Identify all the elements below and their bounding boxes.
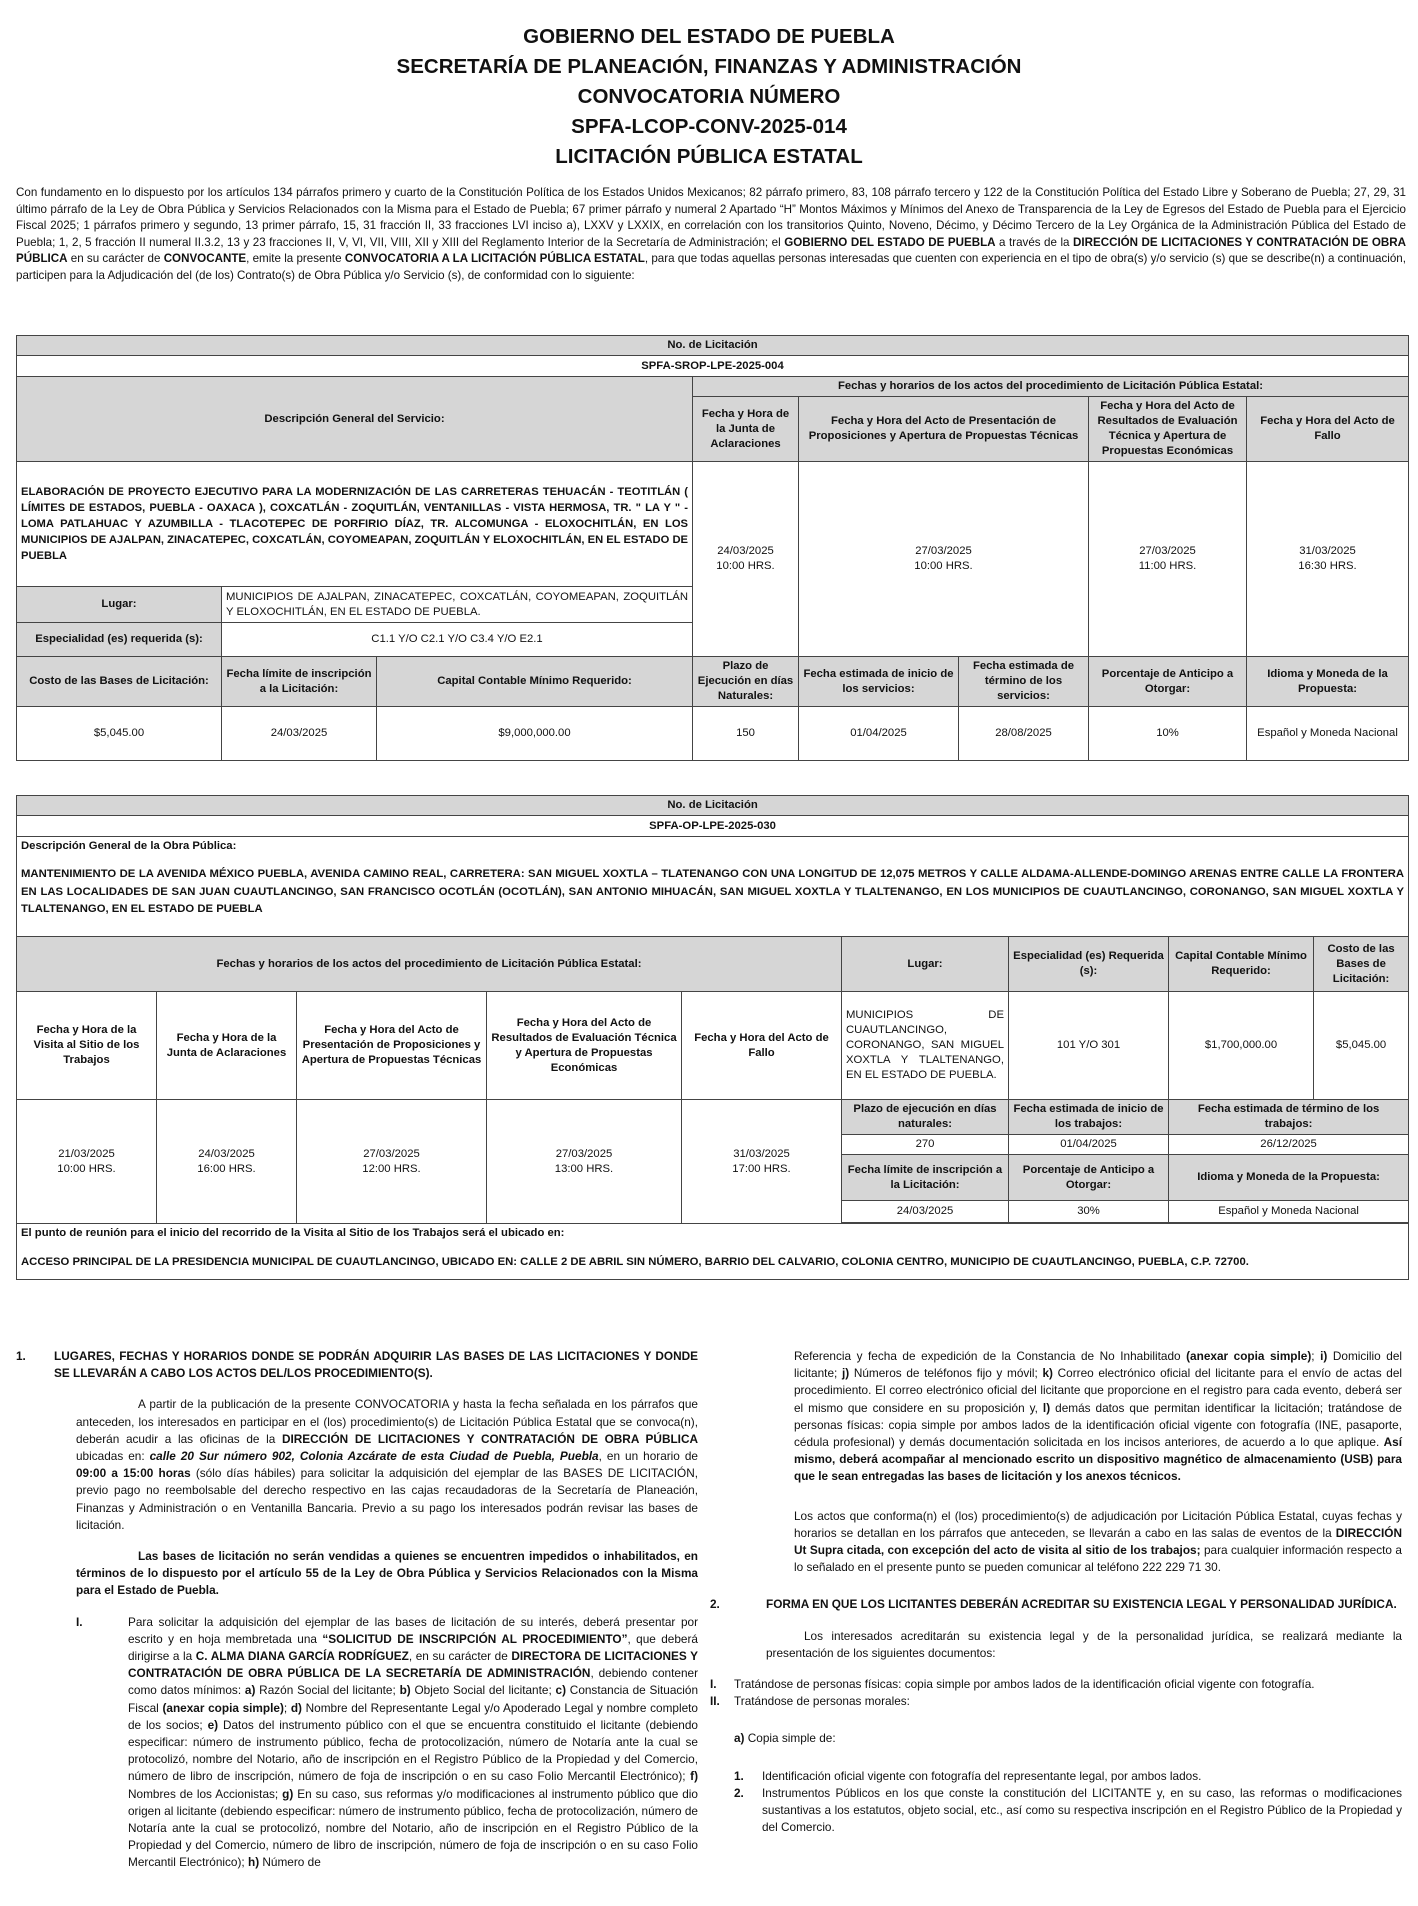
section-2-paragraph: Los interesados acreditarán su existencia legal y de la personalidad jurídica, se realizará mediante la presentación de los siguientes documentos:	[766, 1628, 1402, 1660]
right-paragraph-2: Los actos que conforma(n) el (los) procedimiento(s) de adjudicación por Licitación Pública Estatal, cuyas fechas y horarios se detallan en los párrafos que anteceden, se llevarán a cabo en las salas de eventos de la DIRECCIÓN Ut Supra citada, con excepción del acto de visita al sitio de los trabajos; para cualquier información respecto a lo señalado en el presente punto se pueden comunicar al teléfono 222 229 71 30.	[794, 1508, 1402, 1575]
h-anticipo: Porcentaje de Anticipo a Otorgar:	[1089, 657, 1247, 707]
h-plazo: Plazo de Ejecución en días Naturales:	[693, 657, 799, 707]
h-costo: Costo de las Bases de Licitación:	[17, 657, 222, 707]
h-junta: Fecha y Hora de la Junta de Aclaraciones	[693, 397, 799, 462]
fecha-junta: 24/03/2025 10:00 HRS.	[693, 462, 799, 657]
h-capital-2: Capital Contable Mínimo Requerido:	[1169, 937, 1314, 992]
h-idioma-2: Idioma y Moneda de la Propuesta:	[1169, 1155, 1409, 1201]
no-licitacion-value: SPFA-SROP-LPE-2025-004	[17, 356, 1409, 377]
h-presentacion-2: Fecha y Hora del Acto de Presentación de Proposiciones y Apertura de Propuestas Técnicas	[297, 992, 487, 1100]
h-especialidad-2: Especialidad (es) Requerida (s):	[1009, 937, 1169, 992]
header-line-3: CONVOCATORIA NÚMERO	[577, 85, 841, 108]
header-line-4: SPFA-LCOP-CONV-2025-014	[571, 115, 847, 138]
h-inicio-2: Fecha estimada de inicio de los trabajos:	[1009, 1100, 1169, 1135]
fecha-fallo: 31/03/2025 16:30 HRS.	[1247, 462, 1409, 657]
idioma-value: Español y Moneda Nacional	[1247, 707, 1409, 761]
termino-value-2: 26/12/2025	[1169, 1135, 1409, 1155]
lugar-value: MUNICIPIOS DE AJALPAN, ZINACATEPEC, COXCATLÁN, COYOMEAPAN, ZOQUITLÁN Y ELOXOCHITLÁN, EN EL ESTADO DE PUEBLA.	[222, 587, 693, 623]
h-junta-2: Fecha y Hora de la Junta de Aclaraciones	[157, 992, 297, 1100]
plazo-value-2: 270	[842, 1135, 1009, 1155]
fechas-label-2: Fechas y horarios de los actos del procedimiento de Licitación Pública Estatal:	[17, 937, 842, 992]
capital-value-2: $1,700,000.00	[1169, 992, 1314, 1100]
section-1-paragraph-2: Las bases de licitación no serán vendidas a quienes se encuentren impedidos o inhabilitados, en términos de lo dispuesto por el artículo 55 de la Ley de Obra Pública y Servicios Relacionados con la Misma para el Estado de Puebla.	[76, 1549, 698, 1598]
fecha-resultados: 27/03/2025 11:00 HRS.	[1089, 462, 1247, 657]
especialidad-label: Especialidad (es) requerida (s):	[17, 623, 222, 657]
fecha-resultados-2: 27/03/2025 13:00 HRS.	[487, 1100, 682, 1224]
fechas-label: Fechas y horarios de los actos del procedimiento de Licitación Pública Estatal:	[693, 377, 1409, 397]
fecha-presentacion: 27/03/2025 10:00 HRS.	[799, 462, 1089, 657]
document-header	[0, 0, 1418, 172]
section-1-title: 1. LUGARES, FECHAS Y HORARIOS DONDE SE PODRÁN ADQUIRIR LAS BASES DE LAS LICITACIONES Y DONDE SE LLEVARÁN A CABO LOS ACTOS DEL/LOS PROCEDIMIENTO(S).	[16, 1349, 698, 1381]
h-visita-2: Fecha y Hora de la Visita al Sitio de los Trabajos	[17, 992, 157, 1100]
anticipo-value: 10%	[1089, 707, 1247, 761]
lugar-label: Lugar:	[17, 587, 222, 623]
capital-value: $9,000,000.00	[377, 707, 693, 761]
section-2-item-II: II. Tratándose de personas morales:	[710, 1694, 910, 1709]
h-costo-2: Costo de las Bases de Licitación:	[1314, 937, 1409, 992]
termino-value: 28/08/2025	[959, 707, 1089, 761]
section-1-item-I: I. Para solicitar la adquisición del ejemplar de las bases de licitación de su interés, deberá presentar por escrito y en hoja membretada una “SOLICITUD DE INSCRIPCIÓN AL PROCEDIMIENTO”, que deberá dirigirse a la C. ALMA DIANA GARCÍA RODRÍGUEZ, en su carácter de DIRECTORA DE LICITACIONES Y CONTRATACIÓN DE OBRA PÚBLICA DE LA SECRETARÍA DE ADMINISTRACIÓN, debiendo contener como datos mínimos: a) Razón Social del licitante; b) Objeto Social del licitante; c) Constancia de Situación Fiscal (anexar copia simple); d) Nombre del Representante Legal y/o Apoderado Legal y nombre completo de los socios; e) Datos del instrumento público con el que se encuentra constituido el licitante (debiendo especificar: número de instrumento público, fecha de protocolización, número de Notaría ante la cual se protocolizó, nombre del Notario, año de inscripción en el Registro Público de la Propiedad y del Comercio, número de libro de inscripción, número de foja de inscripción o en su caso Folio Mercantil Electrónico); f) Nombres de los Accionistas; g) En su caso, sus reformas y/o modificaciones al instrumento público que dio origen al licitante (debiendo especificar: número de instrumento público, fecha de protocolización, número de Notaría ante la cual se protocolizó, nombre del Notario, año de inscripción en el Registro Público de la Propiedad y del Comercio, número de libro de inscripción, número de foja de inscripción o en su caso Folio Mercantil Electrónico); h) Número de	[76, 1614, 699, 1870]
lugar-value-2: MUNICIPIOS DE CUAUTLANCINGO, CORONANGO, SAN MIGUEL XOXTLA Y TLALTENANGO, EN EL ESTADO DE PUEBLA.	[842, 992, 1009, 1100]
limite-value: 24/03/2025	[222, 707, 377, 761]
section-2-subitem-2: 2. Instrumentos Públicos en los que conste la constitución del LICITANTE y, en su caso, las reformas o modificaciones sustantivas a los estatutos, objeto social, etc., así como su respectiva inscripción en el Registro Público de la Propiedad y del Comercio.	[734, 1785, 1402, 1835]
h-fallo: Fecha y Hora del Acto de Fallo	[1247, 397, 1409, 462]
desc-obra: Descripción General de la Obra Pública: MANTENIMIENTO DE LA AVENIDA MÉXICO PUEBLA, AVENIDA CAMINO REAL, CARRETERA: SAN MIGUEL XOXTLA – TLATENANGO CON UNA LONGITUD DE 12,075 METROS Y CALLE ALDAMA-ALLENDE-DOMINGO ARENAS ENTRE CALLE LA FRONTERA EN LAS LOCALIDADES DE SAN JUAN CUAUTLANCINGO, SAN FRANCISCO OCOTLÁN (OCOTLÁN), SAN ANTONIO MIHUACÁN, SAN MIGUEL XOXTLA Y TLALTENANGO, EN LOS MUNICIPIOS DE CUAUTLANCINGO, CORONANGO, SAN MIGUEL XOXTLA Y TLALTENANGO, EN EL ESTADO DE PUEBLA	[17, 837, 1409, 937]
fecha-visita-2: 21/03/2025 10:00 HRS.	[17, 1100, 157, 1224]
section-2-item-a: a) Copia simple de:	[734, 1731, 836, 1746]
limite-value-2: 24/03/2025	[842, 1201, 1009, 1223]
fecha-fallo-2: 31/03/2025 17:00 HRS.	[682, 1100, 842, 1224]
h-capital: Capital Contable Mínimo Requerido:	[377, 657, 693, 707]
h-limite-2: Fecha límite de inscripción a la Licitación:	[842, 1155, 1009, 1201]
desc-label: Descripción General del Servicio:	[17, 377, 693, 462]
h-resultados: Fecha y Hora del Acto de Resultados de Evaluación Técnica y Apertura de Propuestas Económicas	[1089, 397, 1247, 462]
section-2-subitem-1: 1. Identificación oficial vigente con fotografía del representante legal, por ambos lados.	[734, 1768, 1202, 1783]
desc-servicio: ELABORACIÓN DE PROYECTO EJECUTIVO PARA LA MODERNIZACIÓN DE LAS CARRETERAS TEHUACÁN - TEOTITLÁN ( LÍMITES DE ESTADOS, PUEBLA - OAXACA ), COXCATLÁN - ZOQUITLÁN, VENTANILLAS - VISTA HERMOSA, TR. " LA Y " - LOMA PATLAHUAC Y AZUMBILLA - TLACOTEPEC DE PORFIRIO DÍAZ, TR. ALCOMUNGA - ELOXOCHITLÁN, EN LOS MUNICIPIOS DE AJALPAN, ZINACATEPEC, COXCATLÁN, COYOMEAPAN, ZOQUITLÁN Y ELOXOCHITLÁN, EN EL ESTADO DE PUEBLA	[17, 462, 693, 587]
right-column	[710, 1348, 1402, 1836]
h-presentacion: Fecha y Hora del Acto de Presentación de Proposiciones y Apertura de Propuestas Técnicas	[799, 397, 1089, 462]
costo-value-2: $5,045.00	[1314, 992, 1409, 1100]
especialidad-value-2: 101 Y/O 301	[1009, 992, 1169, 1100]
h-anticipo-2: Porcentaje de Anticipo a Otorgar:	[1009, 1155, 1169, 1201]
h-limite: Fecha límite de inscripción a la Licitación:	[222, 657, 377, 707]
header-line-2: SECRETARÍA DE PLANEACIÓN, FINANZAS Y ADMINISTRACIÓN	[396, 55, 1022, 78]
intro-paragraph: Con fundamento en lo dispuesto por los artículos 134 párrafos primero y cuarto de la Constitución Política de los Estados Unidos Mexicanos; 82 párrafo primero, 83, 108 párrafo tercero y 122 de la Constitución Política del Estado Libre y Soberano de Puebla; 27, 29, 31 último párrafo de la Ley de Obra Pública y Servicios Relacionados con la Misma para el Estado de Puebla; 67 primer párrafo y numeral 2 Apartado “H” Montos Máximos y Mínimos del Anexo de Transparencia de la Ley de Egresos del Estado de Puebla para el Ejercicio Fiscal 2025; 1 párrafos primero y segundo, 13 primer párrafo, 15, 31 fracción II, 33 fracciones LVI inciso a), LXXV y LXXIX, en correlación con los transitorios Quinto, Noveno, Décimo, y Décimo Tercero de la Ley Orgánica de la Administración Pública del Estado de Puebla; 1, 2, 5 fracción II numeral II.3.2, 13 y 23 fracciones II, V, VI, VII, VIII, XII y XIII del Reglamento Interior de la Secretaría de Administración; el GOBIERNO DEL ESTADO DE PUEBLA a través de la DIRECCIÓN DE LICITACIONES Y CONTRATACIÓN DE OBRA PÚBLICA en su carácter de CONVOCANTE, emite la presente CONVOCATORIA A LA LICITACIÓN PÚBLICA ESTATAL, para que todas aquellas personas interesadas que cuenten con experiencia en el tipo de obra(s) y/o servicio (s) que se describe(n) a continuación, participen para la Adjudicación del (de los) Contrato(s) de Obra Pública y/o Servicio (s), de conformidad con lo siguiente:	[16, 186, 1406, 282]
header-line-1: GOBIERNO DEL ESTADO DE PUEBLA	[523, 25, 895, 48]
inicio-value-2: 01/04/2025	[1009, 1135, 1169, 1155]
especialidad-value: C1.1 Y/O C2.1 Y/O C3.4 Y/O E2.1	[222, 623, 693, 657]
inicio-value: 01/04/2025	[799, 707, 959, 761]
section-2-title: 2. FORMA EN QUE LOS LICITANTES DEBERÁN ACREDITAR SU EXISTENCIA LEGAL Y PERSONALIDAD JURÍDICA.	[710, 1597, 1397, 1612]
no-licitacion-label: No. de Licitación	[17, 336, 1409, 356]
right-paragraph-1: Referencia y fecha de expedición de la Constancia de No Inhabilitado (anexar copia simple); i) Domicilio del licitante; j) Números de teléfonos fijo y móvil; k) Correo electrónico oficial del licitante para el envío de actas del procedimiento. El correo electrónico oficial del licitante que proporcione en el registro para cada evento, deberá ser el mismo que considere en su proposición y, l) demás datos que permitan identificar la licitación; tratándose de personas físicas: copia simple por ambos lados de la identificación oficial vigente con fotografía (INE, pasaporte, cédula profesional) y demás documentación solicitada en los incisos anteriores, de acuerdo a lo que aplique. Así mismo, deberá acompañar al mencionado escrito un dispositivo magnético de almacenamiento (USB) para que le sean entregadas las bases de licitación y los anexos técnicos.	[794, 1349, 1402, 1484]
h-idioma: Idioma y Moneda de la Propuesta:	[1247, 657, 1409, 707]
fecha-presentacion-2: 27/03/2025 12:00 HRS.	[297, 1100, 487, 1224]
anticipo-value-2: 30%	[1009, 1201, 1169, 1223]
h-termino-2: Fecha estimada de término de los trabajos:	[1169, 1100, 1409, 1135]
costo-value: $5,045.00	[17, 707, 222, 761]
section-2-item-I: I. Tratándose de personas físicas: copia simple por ambos lados de la identificación oficial vigente con fotografía.	[710, 1677, 1315, 1692]
no-licitacion-label-2: No. de Licitación	[17, 796, 1409, 816]
lugar-label-2: Lugar:	[842, 937, 1009, 992]
plazo-value: 150	[693, 707, 799, 761]
h-fallo-2: Fecha y Hora del Acto de Fallo	[682, 992, 842, 1100]
left-column	[16, 1348, 698, 1872]
licitacion-table-2	[16, 795, 1409, 1280]
idioma-value-2: Español y Moneda Nacional	[1169, 1201, 1409, 1223]
licitacion-table-1	[16, 335, 1409, 761]
punto-reunion: El punto de reunión para el inicio del recorrido de la Visita al Sitio de los Trabajos será el ubicado en: ACCESO PRINCIPAL DE LA PRESIDENCIA MUNICIPAL DE CUAUTLANCINGO, UBICADO EN: CALLE 2 DE ABRIL SIN NÚMERO, BARRIO DEL CALVARIO, COLONIA CENTRO, MUNICIPIO DE CUAUTLANCINGO, PUEBLA, C.P. 72700.	[17, 1224, 1409, 1280]
header-line-5: LICITACIÓN PÚBLICA ESTATAL	[555, 145, 863, 168]
h-resultados-2: Fecha y Hora del Acto de Resultados de Evaluación Técnica y Apertura de Propuestas Económicas	[487, 992, 682, 1100]
h-inicio: Fecha estimada de inicio de los servicios:	[799, 657, 959, 707]
fecha-junta-2: 24/03/2025 16:00 HRS.	[157, 1100, 297, 1224]
h-termino: Fecha estimada de término de los servicios:	[959, 657, 1089, 707]
no-licitacion-value-2: SPFA-OP-LPE-2025-030	[17, 816, 1409, 837]
section-1-paragraph-1: A partir de la publicación de la presente CONVOCATORIA y hasta la fecha señalada en los párrafos que anteceden, los interesados en participar en el (los) procedimiento(s) de Licitación Pública Estatal que se convoca(n), deberán acudir a las oficinas de la DIRECCIÓN DE LICITACIONES Y CONTRATACIÓN DE OBRA PÚBLICA ubicadas en: calle 20 Sur número 902, Colonia Azcárate de esta Ciudad de Puebla, Puebla, en un horario de 09:00 a 15:00 horas (sólo días hábiles) para solicitar la adquisición del ejemplar de las BASES DE LICITACIÓN, previo pago no reembolsable del derecho respectivo en las cajas recaudadoras de la Secretaría de Planeación, Finanzas y Administración o en Ventanilla Bancaria. Previo a su pago los interesados podrán revisar las bases de licitación.	[76, 1397, 698, 1532]
h-plazo-2: Plazo de ejecución en días naturales:	[842, 1100, 1009, 1135]
